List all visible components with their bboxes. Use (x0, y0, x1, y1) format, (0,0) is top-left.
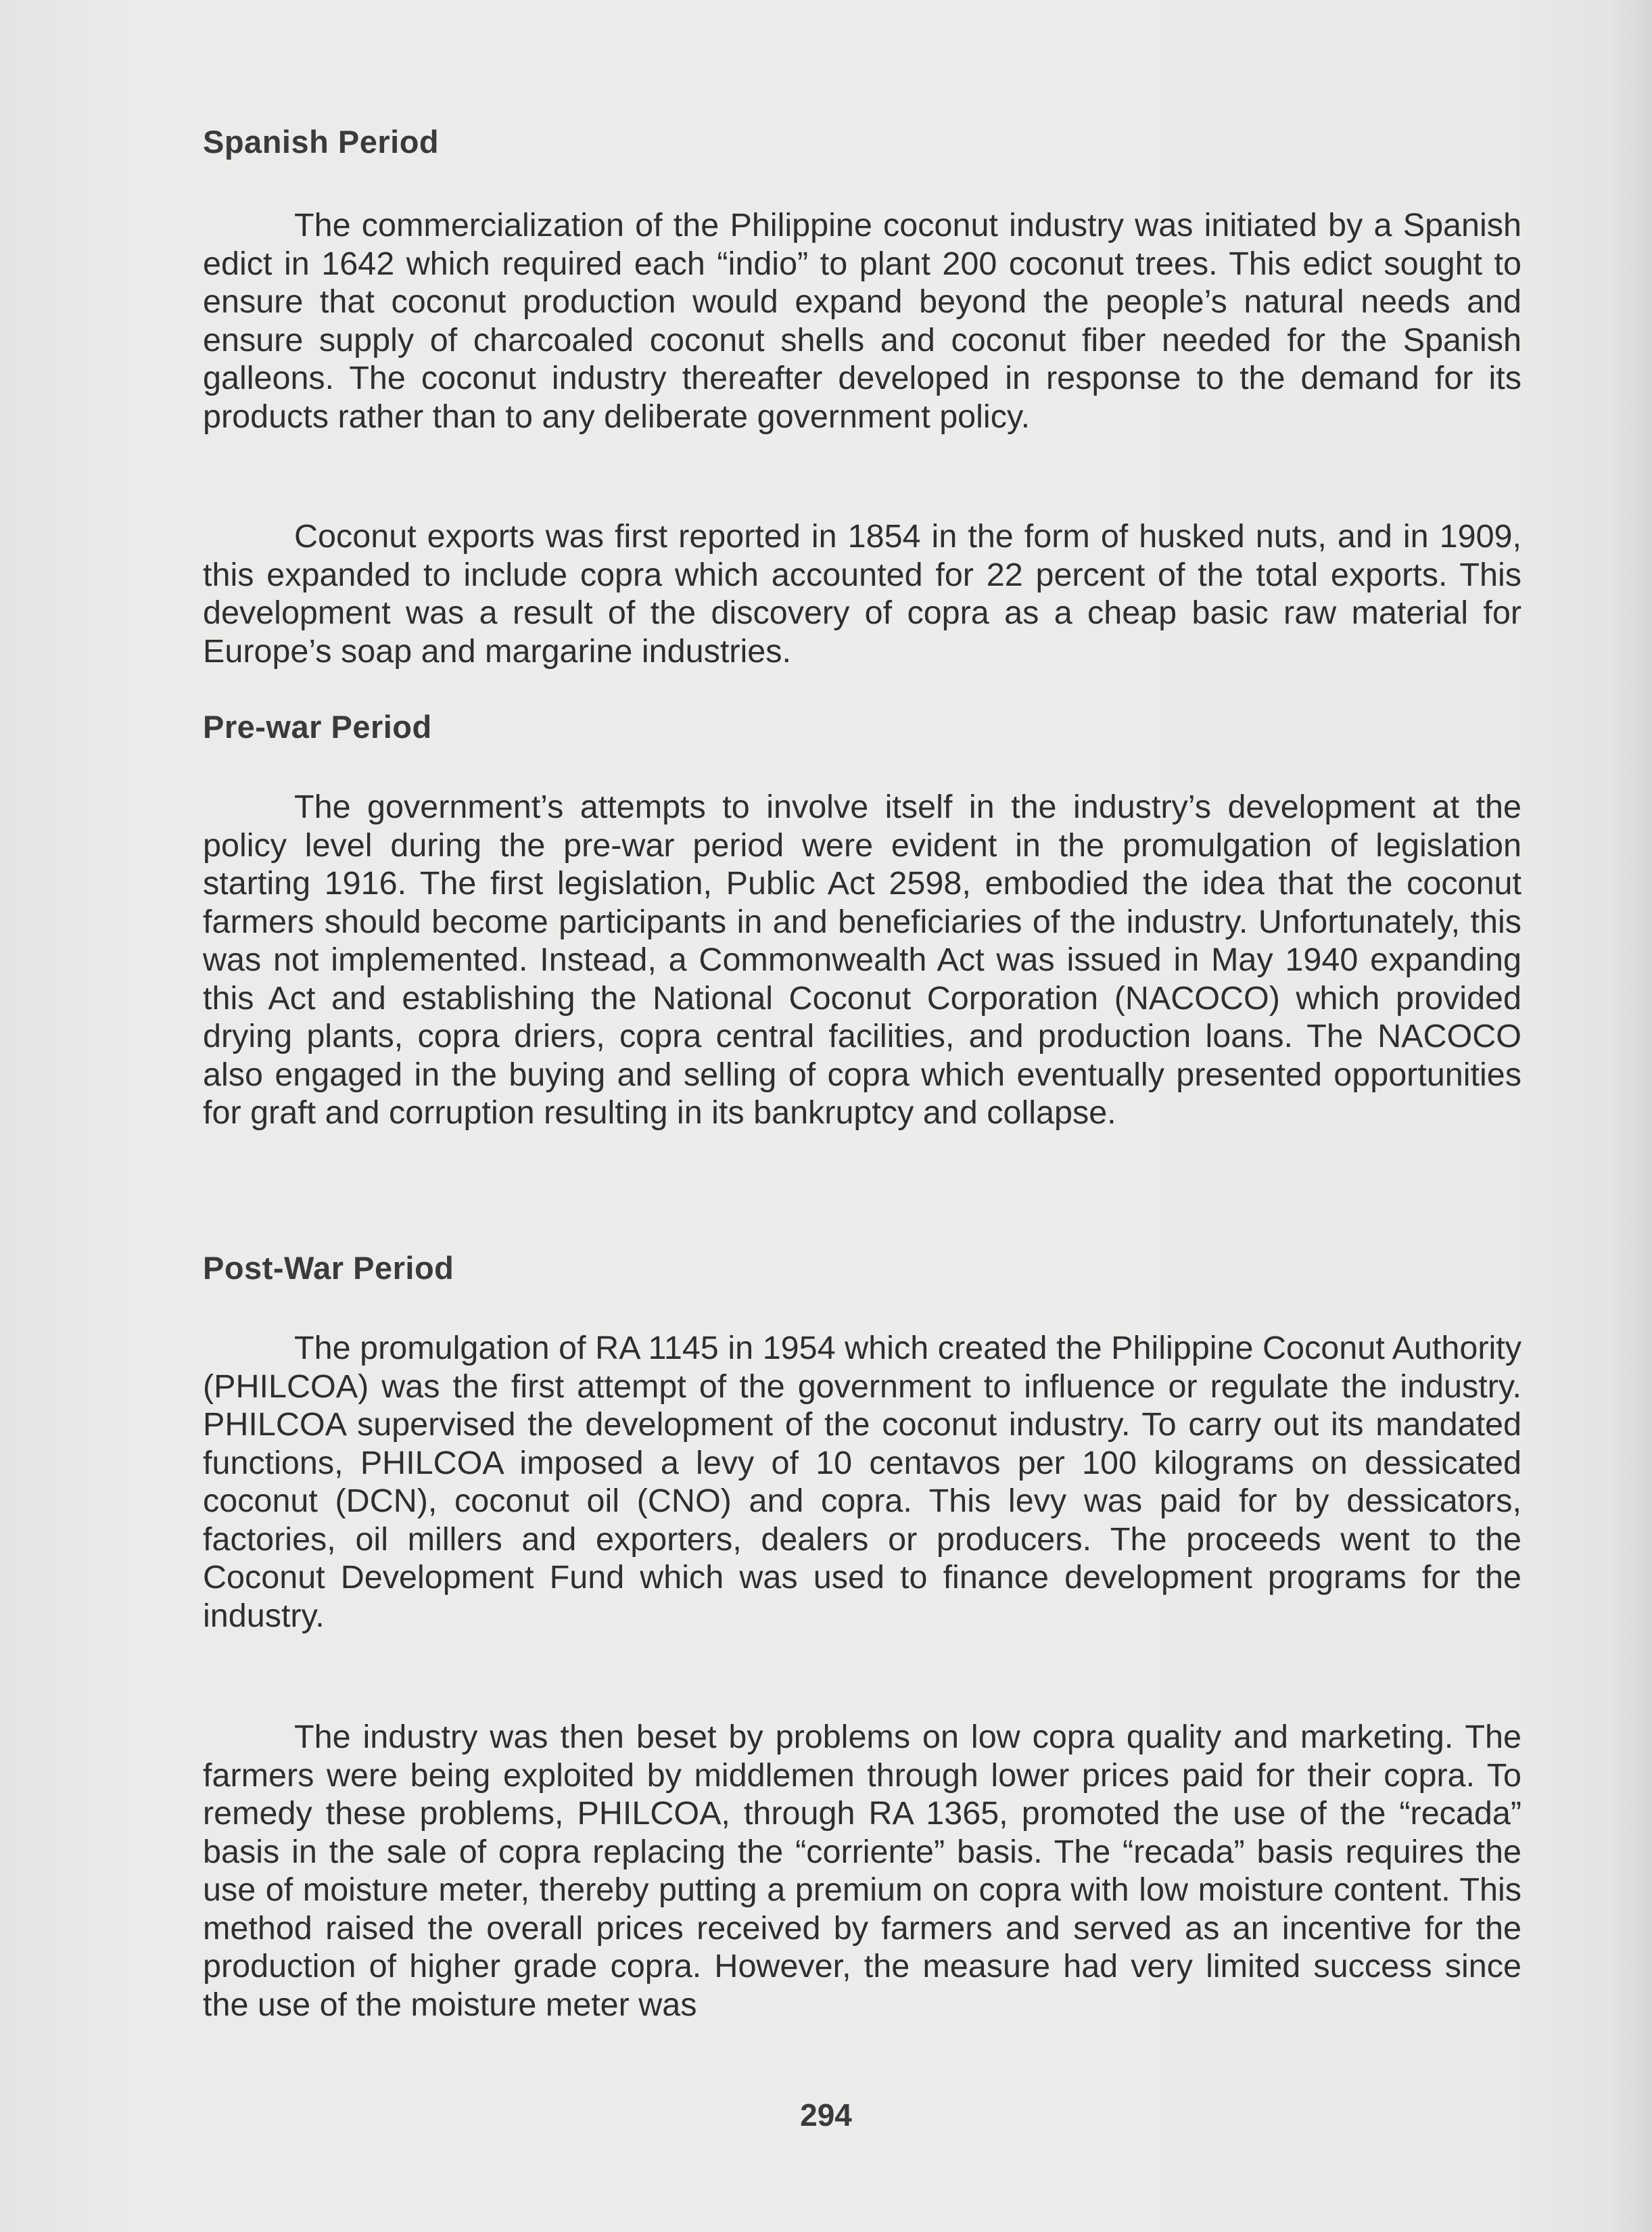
paragraph-spanish-1: The commercialization of the Philippine coconut industry was initiated by a Spanish edict in 1642 which required each “indio” to plant 200 coconut trees. This edict sought to ensure that coconut production would expand beyond the people’s natural needs and ensure supply of charcoaled coconut shells and coconut fiber needed for the Spanish galleons. The coconut industry thereafter developed in response to the demand for its products rather than to any deliberate government policy. (203, 207, 1521, 435)
section-heading-spanish-period: Spanish Period (203, 124, 440, 160)
section-heading-postwar-period: Post-War Period (203, 1250, 454, 1286)
paragraph-prewar-1: The government’s attempts to involve itself in the industry’s development at the policy level during the pre-war period were evident in the promulgation of legislation starting 1916. The first legislation, Public Act 2598, embodied the idea that the coconut farmers should become participants in and beneficiaries of the industry. Unfortunately, this was not implemented. Instead, a Commonwealth Act was issued in May 1940 expanding this Act and establishing the National Coconut Corporation (NACOCO) which provided drying plants, copra driers, copra central facilities, and production loans. The NACOCO also engaged in the buying and selling of copra which eventually presented opportunities for graft and corruption resulting in its bankruptcy and collapse. (203, 789, 1521, 1131)
paragraph-spanish-2: Coconut exports was first reported in 1854 in the form of husked nuts, and in 1909, this expanded to include copra which accounted for 22 percent of the total exports. This development was a result of the discovery of copra as a cheap basic raw material for Europe’s soap and margarine industries. (203, 518, 1521, 670)
paragraph-postwar-1: The promulgation of RA 1145 in 1954 which created the Philippine Coconut Authority (PHILCOA) was the first attempt of the government to influence or regulate the industry. PHILCOA supervised the development of the coconut industry. To carry out its mandated functions, PHILCOA imposed a levy of 10 centavos per 100 kilograms on dessicated coconut (DCN), coconut oil (CNO) and copra. This levy was paid for by dessicators, factories, oil millers and exporters, dealers or producers. The proceeds went to the Coconut Development Fund which was used to finance development programs for the industry. (203, 1330, 1521, 1634)
page-number: 294 (800, 2097, 852, 2133)
paragraph-postwar-2: The industry was then beset by problems on low copra quality and marketing. The farmers were being exploited by middlemen through lower prices paid for their copra. To remedy these problems, PHILCOA, through RA 1365, promoted the use of the “recada” basis in the sale of copra replacing the “corriente” basis. The “recada” basis requires the use of moisture meter, thereby putting a premium on copra with low moisture content. This method raised the overall prices received by farmers and served as an incentive for the production of higher grade copra. However, the measure had very limited success since the use of the moisture meter was (203, 1719, 1521, 2023)
section-heading-prewar-period: Pre-war Period (203, 709, 432, 745)
